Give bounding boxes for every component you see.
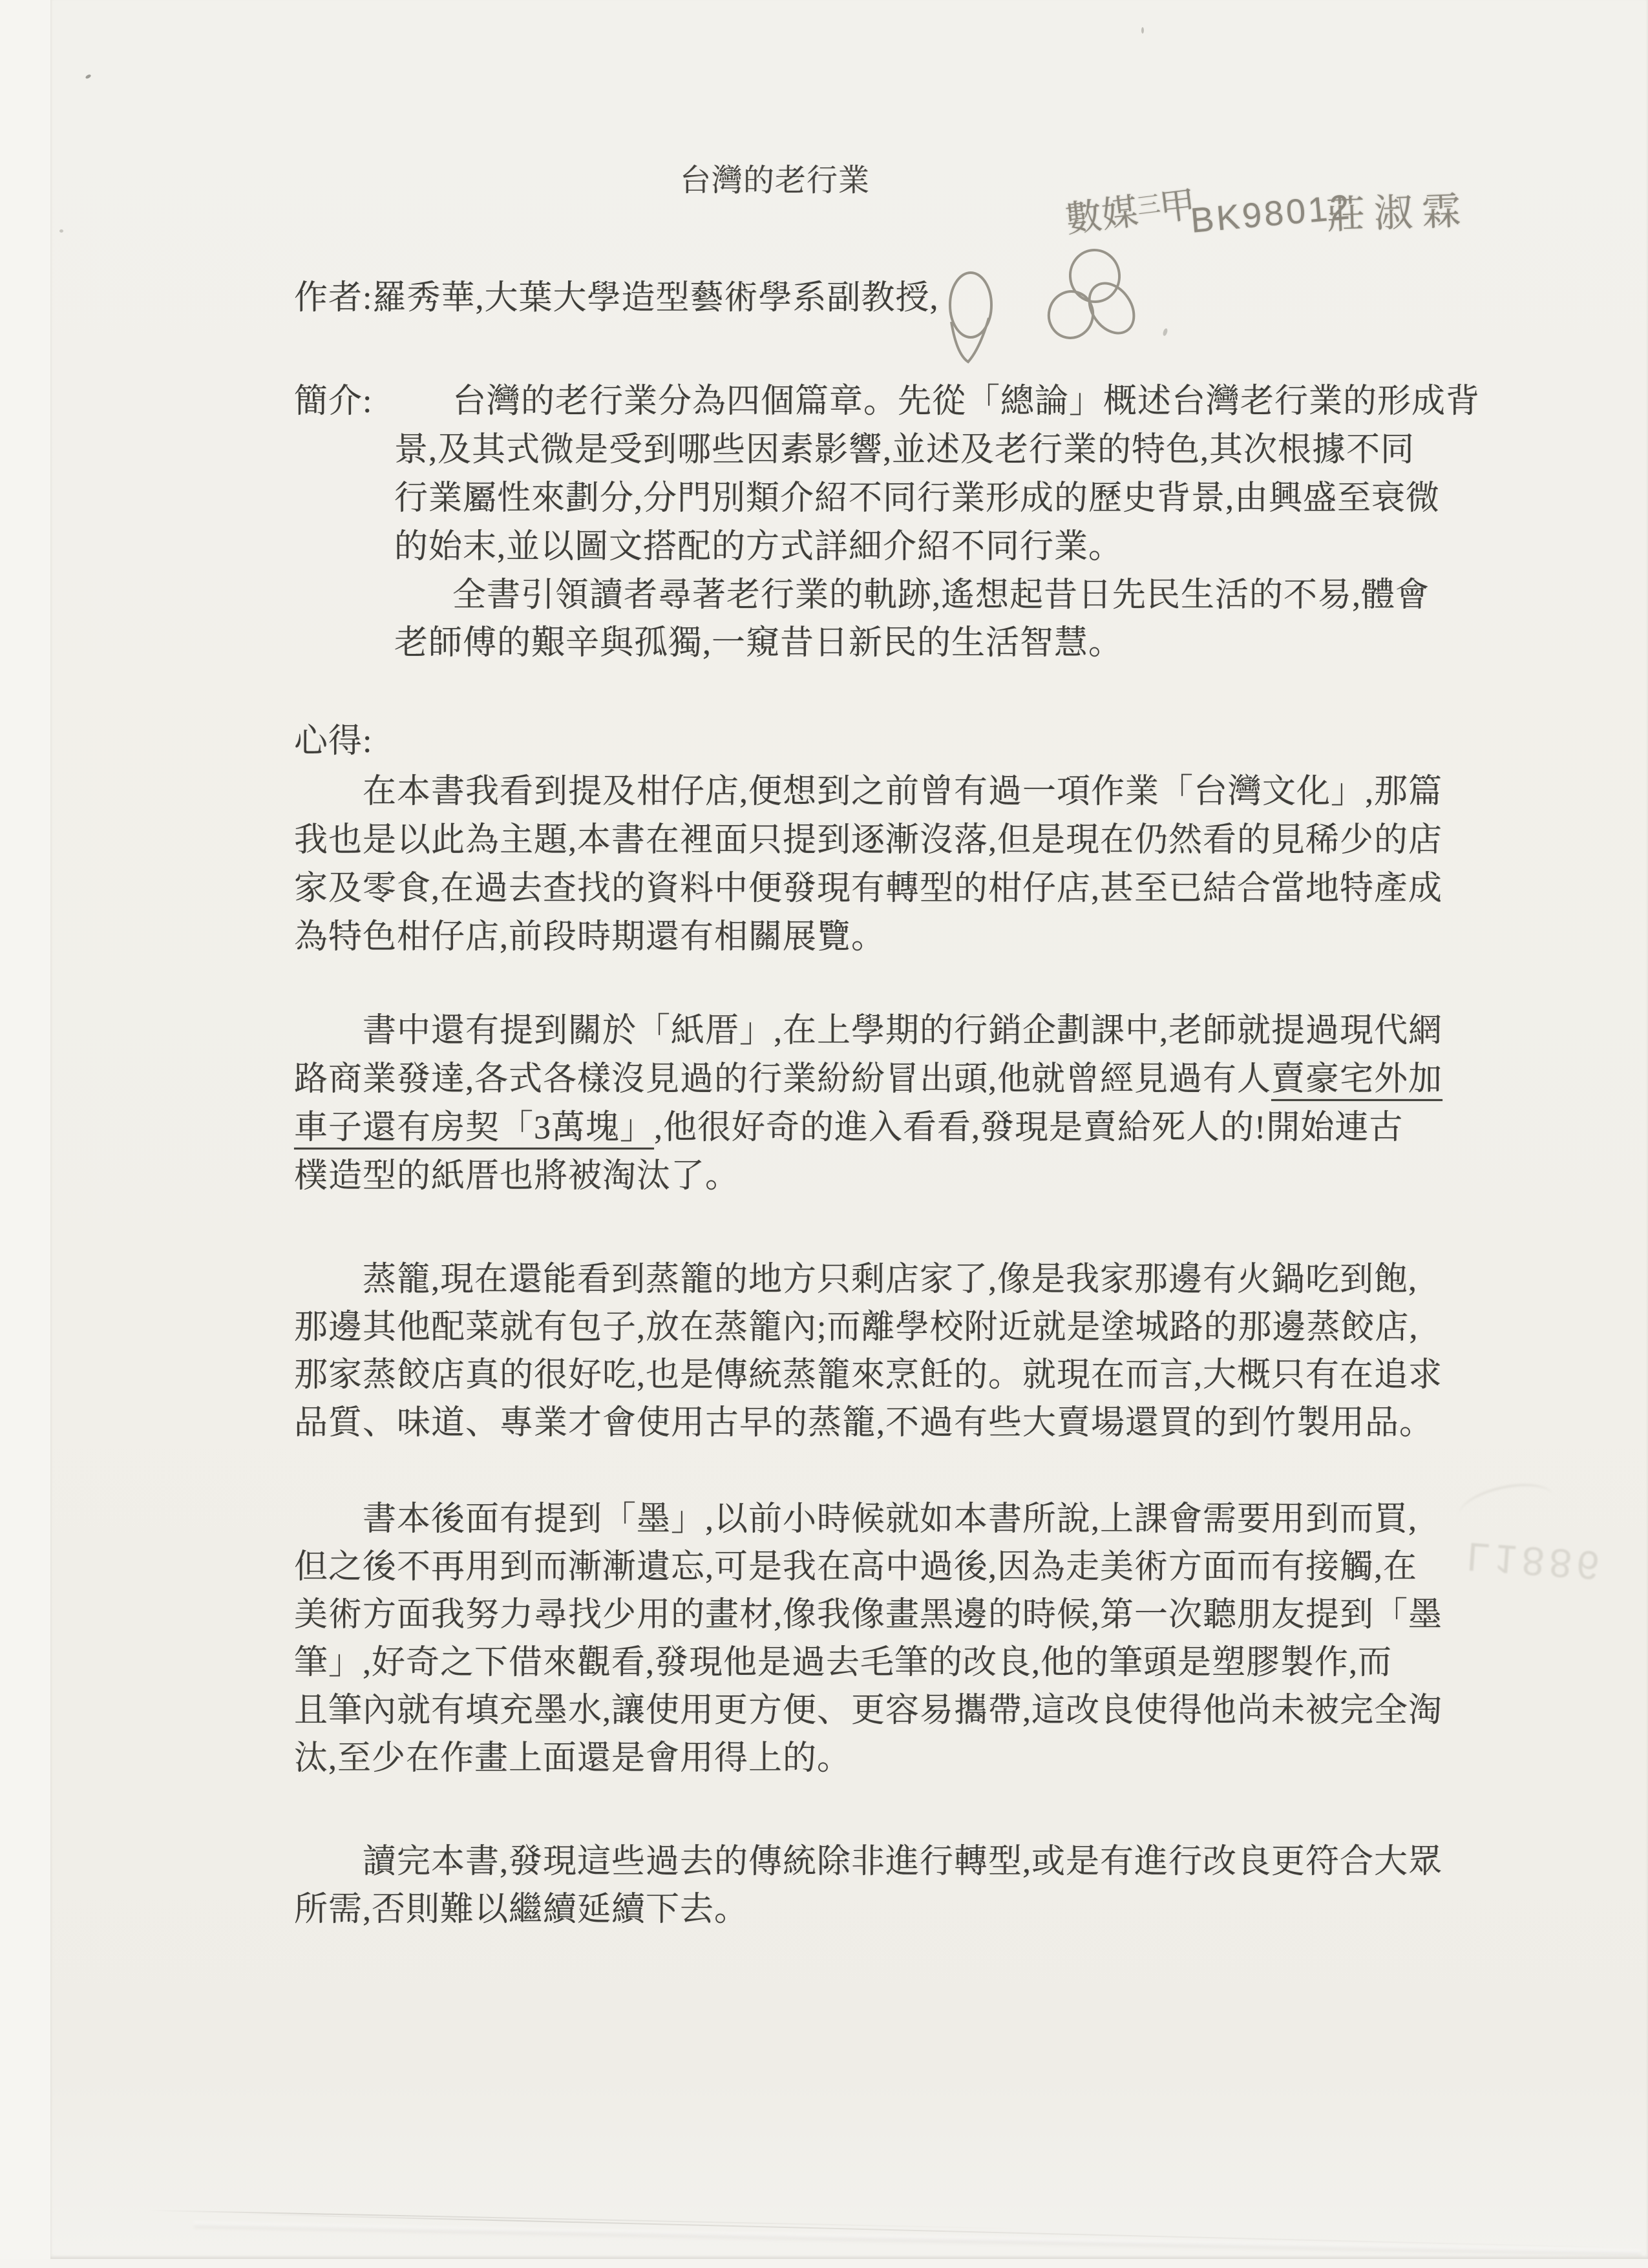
reflection-p2-l3-underlined: 車子還有房契「3萬塊」 (294, 1109, 655, 1146)
intro-line: 老師傅的艱辛與孤獨,一窺昔日新民的生活智慧。 (394, 625, 1123, 662)
reflection-p1-line: 為特色柑仔店,前段時期還有相關展覽。 (294, 919, 886, 956)
reflection-p4-line: 美術方面我努力尋找少用的畫材,像我像畫黑邊的時候,第一次聽朋友提到「墨 (294, 1597, 1443, 1633)
intro-label: 簡介: (294, 383, 373, 420)
author-line: 作者:羅秀華,大葉大學造型藝術學系副教授, (294, 280, 939, 317)
reflection-p2-line: 書中還有提到關於「紙厝」,在上學期的行銷企劃課中,老師就提過現代網 (363, 1013, 1443, 1049)
reflection-p4-line: 筆」,好奇之下借來觀看,發現他是過去毛筆的改良,他的筆頭是塑膠製作,而 (294, 1644, 1393, 1681)
reflection-p4-line: 汰,至少在作畫上面還是會用得上的。 (294, 1740, 852, 1777)
intro-line: 行業屬性來劃分,分門別類介紹不同行業形成的歷史背景,由興盛至衰微 (394, 480, 1441, 517)
reflection-p2-l2-normal: 路商業發達,各式各樣沒見過的行業紛紛冒出頭,他就曾經見過有人 (294, 1061, 1272, 1098)
reflection-p2-line (294, 1060, 1442, 1099)
handwritten-student-name: 莊淑霖 (1326, 189, 1471, 237)
reflection-p3-line: 那家蒸餃店真的很好吃,也是傳統蒸籠來烹飪的。就現在而言,大概只有在追求 (294, 1357, 1443, 1394)
intro-line: 台灣的老行業分為四個篇章。先從「總論」概述台灣老行業的形成背 (452, 383, 1481, 420)
handwritten-student-id: BK98012 (1188, 187, 1354, 240)
paper-speck (59, 229, 63, 233)
paper-speck (1141, 27, 1144, 34)
handwritten-class-suffix: 甲 (1157, 183, 1198, 229)
intro-line: 景,及其式微是受到哪些因素影響,並述及老行業的特色,其次根據不同 (394, 432, 1415, 468)
handwritten-class-small: 三 (1135, 190, 1161, 220)
reflection-p4-line: 書本後面有提到「墨」,以前小時候就如本書所說,上課會需要用到而買, (363, 1501, 1418, 1538)
reflection-label: 心得: (294, 723, 373, 760)
reflection-p3-line: 品質、味道、專業才會使用古早的蒸籠,不過有些大賣場還買的到竹製用品。 (294, 1405, 1434, 1442)
intro-line: 全書引領讀者尋著老行業的軌跡,遙想起昔日先民生活的不易,體會 (452, 577, 1430, 614)
reflection-p5-line: 讀完本書,發現這些過去的傳統除非進行轉型,或是有進行改良更符合大眾 (363, 1843, 1443, 1880)
pencil-circled-comma-doodle (942, 271, 1000, 365)
reflection-p2-l3-normal: ,他很好奇的進入看看,發現是賣給死人的!開始連古 (654, 1109, 1404, 1146)
reflection-p2-line: 樸造型的紙厝也將被淘汰了。 (294, 1158, 740, 1195)
reflection-p1-line: 我也是以此為主題,本書在裡面只提到逐漸沒落,但是現在仍然看的見稀少的店 (294, 822, 1443, 859)
reflection-p3-line: 蒸籠,現在還能看到蒸籠的地方只剩店家了,像是我家那邊有火鍋吃到飽, (363, 1261, 1418, 1298)
reflection-p1-line: 家及零食,在過去查找的資料中便發現有轉型的柑仔店,甚至已結合當地特產成 (294, 870, 1443, 907)
pencil-grade-80-scribble (1042, 249, 1139, 352)
reflection-p2-line (294, 1109, 1403, 1148)
page-title: 台灣的老行業 (680, 163, 871, 198)
reflection-p2-l2-underlined: 賣豪宅外加 (1271, 1061, 1443, 1098)
intro-line: 的始末,並以圖文搭配的方式詳細介紹不同行業。 (394, 529, 1123, 565)
reflection-p3-line: 那邊其他配菜就有包子,放在蒸籠內;而離學校附近就是塗城路的那邊蒸餃店, (294, 1309, 1419, 1346)
scanner-bottom-strip (0, 2259, 1648, 2268)
scanner-background-strip (0, 0, 51, 2268)
reflection-p4-line: 但之後不再用到而漸漸遺忘,可是我在高中過後,因為走美術方面而有接觸,在 (294, 1549, 1418, 1586)
reflection-p5-line: 所需,否則難以繼續延續下去。 (294, 1891, 749, 1928)
handwritten-class-prefix: 數媒 (1063, 190, 1141, 240)
reflection-p1-line: 在本書我看到提及柑仔店,便想到之前曾有過一項作業「台灣文化」,那篇 (363, 773, 1443, 810)
bleed-through-writing: L1886 (1465, 1533, 1606, 1588)
reflection-p4-line: 且筆內就有填充墨水,讓使用更方便、更容易攜帶,這改良使得他尚未被完全淘 (294, 1692, 1443, 1729)
